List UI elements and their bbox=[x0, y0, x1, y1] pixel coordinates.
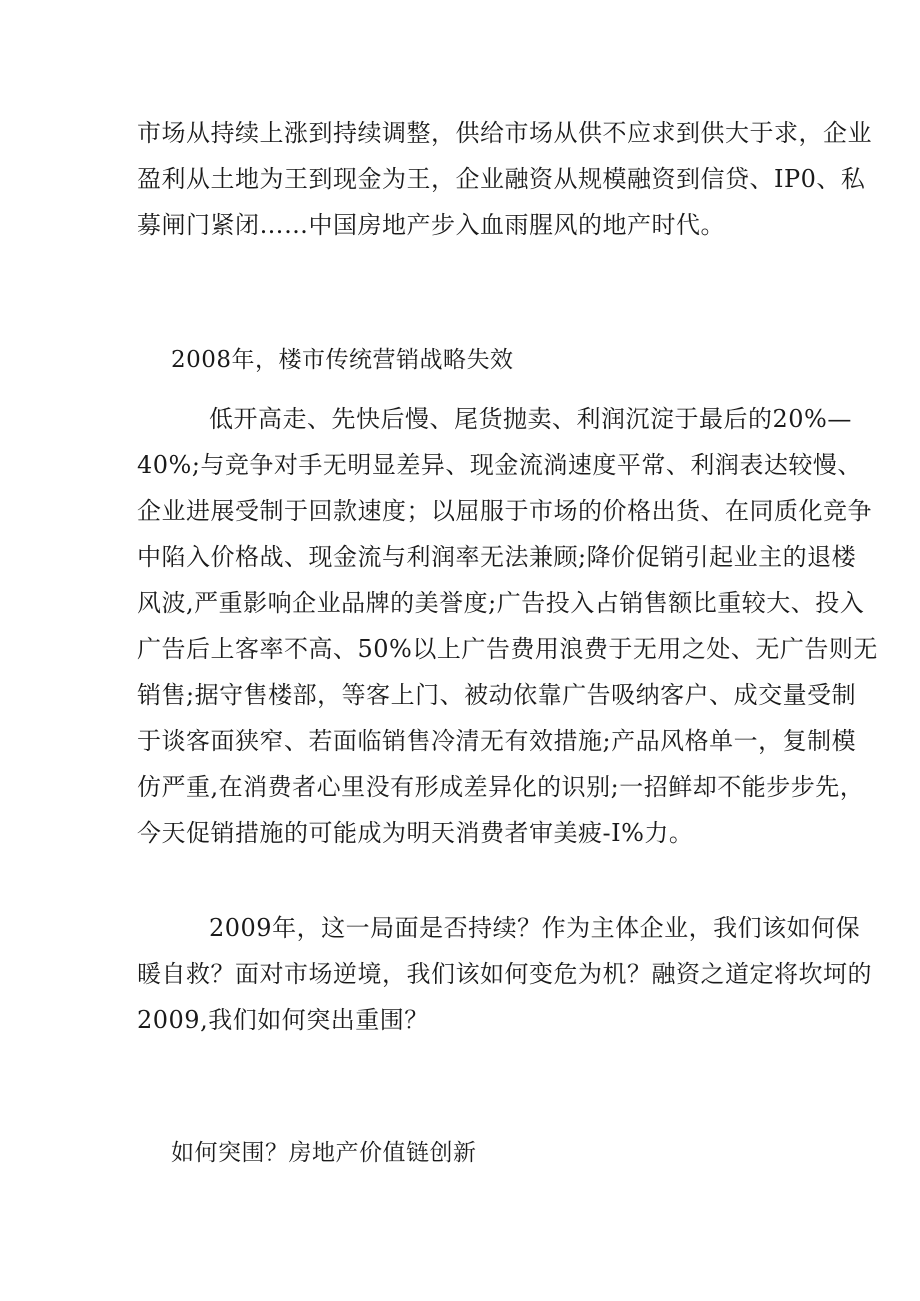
text-line: 中陷入价格战、现金流与利润率无法兼顾;降价促销引起业主的退楼 bbox=[137, 543, 857, 571]
section-heading-breakthrough: 如何突围？房地产价值链创新 bbox=[171, 1140, 477, 1166]
text-line: 仿严重,在消费者心里没有形成差异化的识别;一招鲜却不能步步先， bbox=[137, 773, 865, 801]
text-line: 2009年，这一局面是否持续？作为主体企业，我们该如何保 bbox=[209, 914, 861, 942]
section-heading-2008: 2008年，楼市传统营销战略失效 bbox=[171, 347, 514, 373]
text-line: 广告后上客率不高、50%以上广告费用浪费于无用之处、无广告则无 bbox=[137, 635, 878, 663]
text-line: 企业进展受制于回款速度；以屈服于市场的价格出货、在同质化竞争 bbox=[137, 497, 872, 525]
text-line: 风波,严重影响企业品牌的美誉度;广告投入占销售额比重较大、投入 bbox=[137, 589, 865, 617]
text-line: 40%;与竞争对手无明显差异、现金流淌速度平常、利润表达较慢、 bbox=[137, 451, 862, 479]
text-line: 募闸门紧闭……中国房地产步入血雨腥风的地产时代。 bbox=[137, 211, 725, 239]
text-line: 盈利从土地为王到现金为王，企业融资从规模融资到信贷、IP0、私 bbox=[137, 165, 866, 193]
text-line: 暖自救？面对市场逆境，我们该如何变危为机？融资之道定将坎坷的 bbox=[137, 960, 872, 988]
text-line: 2009,我们如何突出重围？ bbox=[137, 1006, 429, 1034]
text-line: 今天促销措施的可能成为明天消费者审美疲-I%力。 bbox=[137, 819, 694, 847]
text-line: 销售;据守售楼部，等客上门、被动依靠广告吸纳客户、成交量受制 bbox=[137, 681, 857, 709]
text-line: 于谈客面狭窄、若面临销售冷清无有效措施;产品风格单一，复制模 bbox=[137, 727, 857, 755]
text-line: 低开高走、先快后慢、尾货抛卖、利润沉淀于最后的20%— bbox=[209, 405, 852, 433]
text-line: 市场从持续上涨到持续调整，供给市场从供不应求到供大于求，企业 bbox=[137, 119, 872, 147]
